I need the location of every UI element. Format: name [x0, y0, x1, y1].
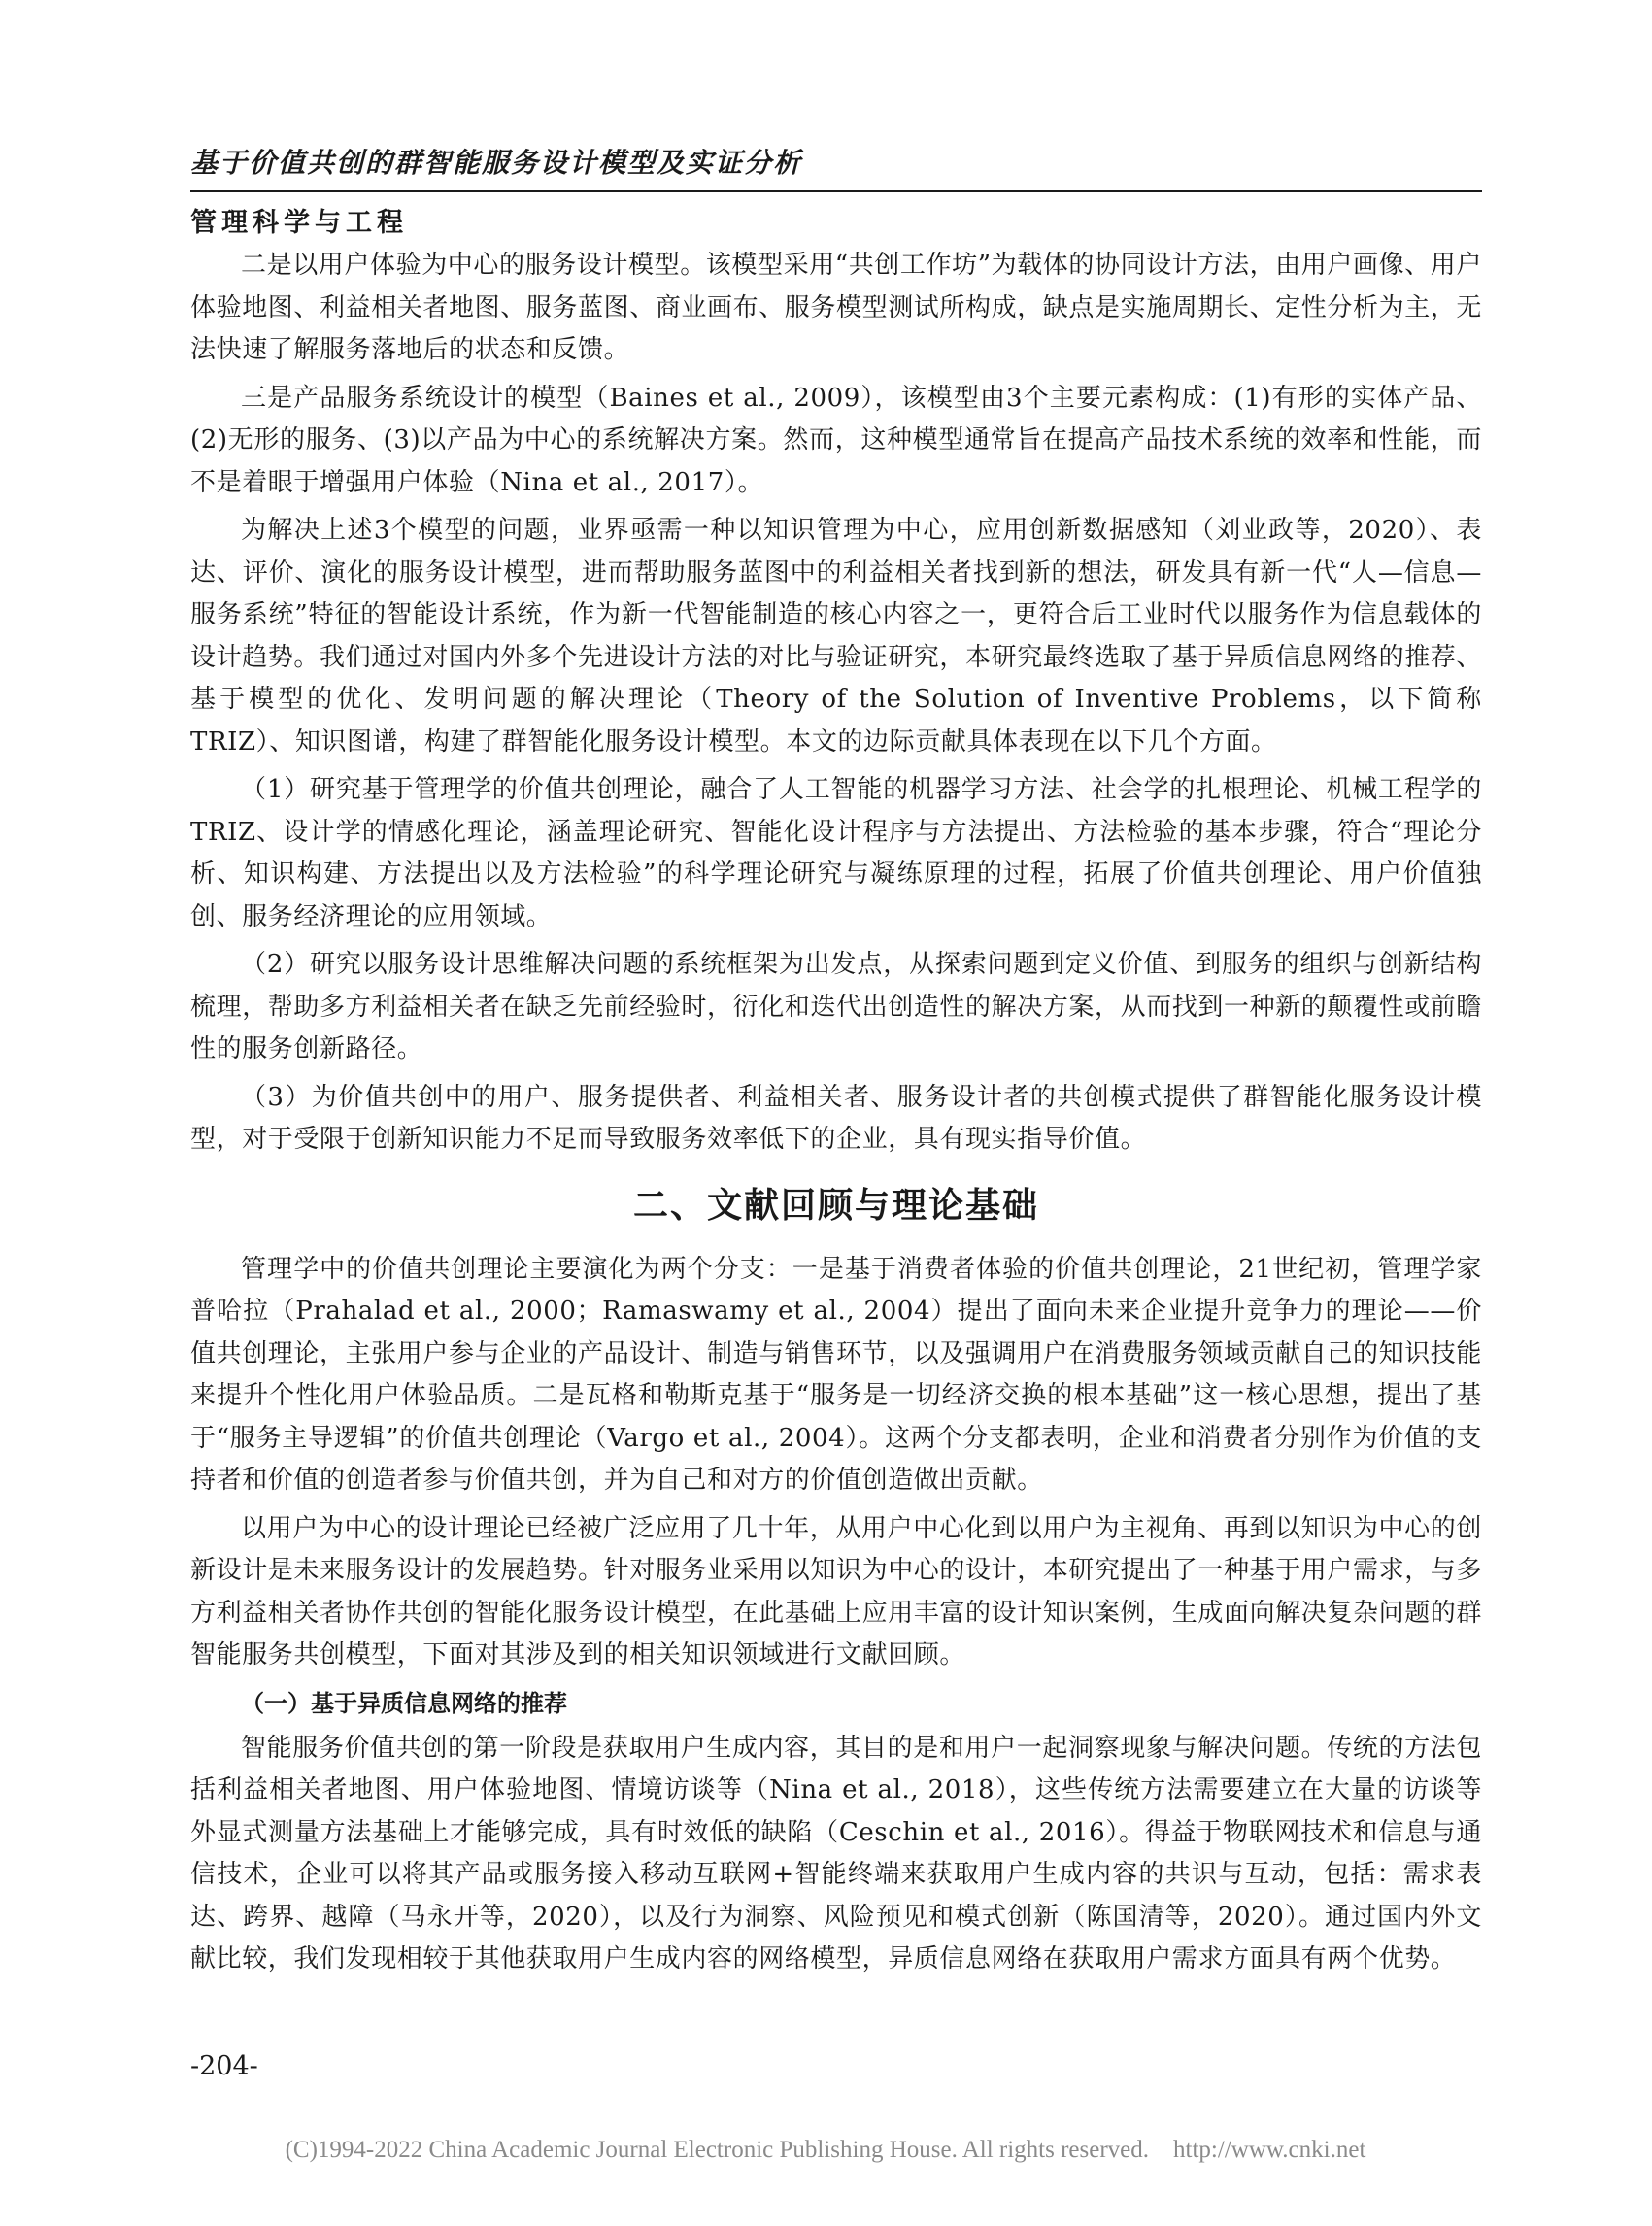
- journal-name: 管理科学与工程: [190, 208, 408, 238]
- body-paragraph: 二是以用户体验为中心的服务设计模型。该模型采用“共创工作坊”为载体的协同设计方法，由用户画像、用户体验地图、利益相关者地图、服务蓝图、商业画布、服务模型测试所构成，缺点是实施周期长、定性分析为主，无法快速了解服务落地后的状态和反馈。: [190, 251, 1483, 364]
- contribution-paragraph: （1）研究基于管理学的价值共创理论，融合了人工智能的机器学习方法、社会学的扎根理论、机械工程学的TRIZ、设计学的情感化理论，涵盖理论研究、智能化设计程序与方法提出、方法检验的基本步骤，符合“理论分析、知识构建、方法提出以及方法检验”的科学理论研究与凝练原理的过程，拓展了价值共创理论、用户价值独创、服务经济理论的应用领域。: [190, 775, 1482, 931]
- running-header: [190, 144, 1482, 238]
- body-paragraph: 管理学中的价值共创理论主要演化为两个分支：一是基于消费者体验的价值共创理论，21世纪初，管理学家普哈拉（Prahalad et al., 2000；Ramaswamy et al., 2004）提出了面向未来企业提升竞争力的理论——价值共创理论，主张用户参与企业的产品设计、制造与销售环节，以及强调用户在消费服务领域贡献自己的知识技能来提升个性化用户体验品质。二是瓦格和勒斯克基于“服务是一切经济交换的根本基础”这一核心思想，提出了基于“服务主导逻辑”的价值共创理论（Vargo et al., 2004）。这两个分支都表明，企业和消费者分别作为价值的支持者和价值的创造者参与价值共创，并为自己和对方的价值创造做出贡献。: [190, 1254, 1483, 1495]
- copyright-text: (C)1994-2022 China Academic Journal Electronic Publishing House. All rights reserved.: [285, 2137, 1150, 2163]
- contribution-paragraph: （2）研究以服务设计思维解决问题的系统框架为出发点，从探索问题到定义价值、到服务的组织与创新结构梳理，帮助多方利益相关者在缺乏先前经验时，衍化和迭代出创造性的解决方案，从而找到一种新的颠覆性或前瞻性的服务创新路径。: [190, 950, 1483, 1063]
- body-paragraph: 以用户为中心的设计理论已经被广泛应用了几十年，从用户中心化到以用户为主视角、再到以知识为中心的创新设计是未来服务设计的发展趋势。针对服务业采用以知识为中心的设计，本研究提出了一种基于用户需求，与多方利益相关者协作共创的智能化服务设计模型，在此基础上应用丰富的设计知识案例，生成面向解决复杂问题的群智能服务共创模型，下面对其涉及到的相关知识领域进行文献回顾。: [190, 1513, 1483, 1670]
- page-number: -204-: [190, 2051, 258, 2081]
- article-title: 基于价值共创的群智能服务设计模型及实证分析: [190, 147, 803, 179]
- body-paragraph: 智能服务价值共创的第一阶段是获取用户生成内容，其目的是和用户一起洞察现象与解决问题。传统的方法包括利益相关者地图、用户体验地图、情境访谈等（Nina et al., 2018），这些传统方法需要建立在大量的访谈等外显式测量方法基础上才能够完成，具有时效低的缺陷（Ceschin et al., 2016）。得益于物联网技术和信息与通信技术，企业可以将其产品或服务接入移动互联网+智能终端来获取用户生成内容的共识与互动，包括：需求表达、跨界、越障（马永开等，2020），以及行为洞察、风险预见和模式创新（陈国清等，2020）。通过国内外文献比较，我们发现相较于其他获取用户生成内容的网络模型，异质信息网络在获取用户需求方面具有两个优势。: [190, 1733, 1482, 1973]
- body-paragraph: 三是产品服务系统设计的模型（Baines et al., 2009），该模型由3个主要元素构成：(1)有形的实体产品、(2)无形的服务、(3)以产品为中心的系统解决方案。然而，这种模型通常旨在提高产品技术系统的效率和性能，而不是着眼于增强用户体验（Nina et al., 2017）。: [190, 383, 1482, 497]
- subsection-heading: （一）基于异质信息网络的推荐: [241, 1689, 567, 1717]
- contribution-paragraph: （3）为价值共创中的用户、服务提供者、利益相关者、服务设计者的共创模式提供了群智能化服务设计模型，对于受限于创新知识能力不足而导致服务效率低下的企业，具有现实指导价值。: [190, 1082, 1482, 1154]
- copyright-footer: [10, 2134, 1641, 2167]
- body-paragraph: 为解决上述3个模型的问题，业界亟需一种以知识管理为中心，应用创新数据感知（刘业政等，2020）、表达、评价、演化的服务设计模型，进而帮助服务蓝图中的利益相关者找到新的想法，研发具有新一代“人—信息—服务系统”特征的智能设计系统，作为新一代智能制造的核心内容之一，更符合后工业时代以服务作为信息载体的设计趋势。我们通过对国内外多个先进设计方法的对比与验证研究，本研究最终选取了基于异质信息网络的推荐、基于模型的优化、发明问题的解决理论（Theory of the Solution of Inventive Problems，以下简称TRIZ）、知识图谱，构建了群智能化服务设计模型。本文的边际贡献具体表现在以下几个方面。: [190, 516, 1483, 757]
- section-heading: 二、文献回顾与理论基础: [632, 1185, 1039, 1226]
- footer-url: http://www.cnki.net: [1173, 2137, 1366, 2163]
- header-divider: [190, 190, 1482, 192]
- article-body: [190, 245, 1482, 1987]
